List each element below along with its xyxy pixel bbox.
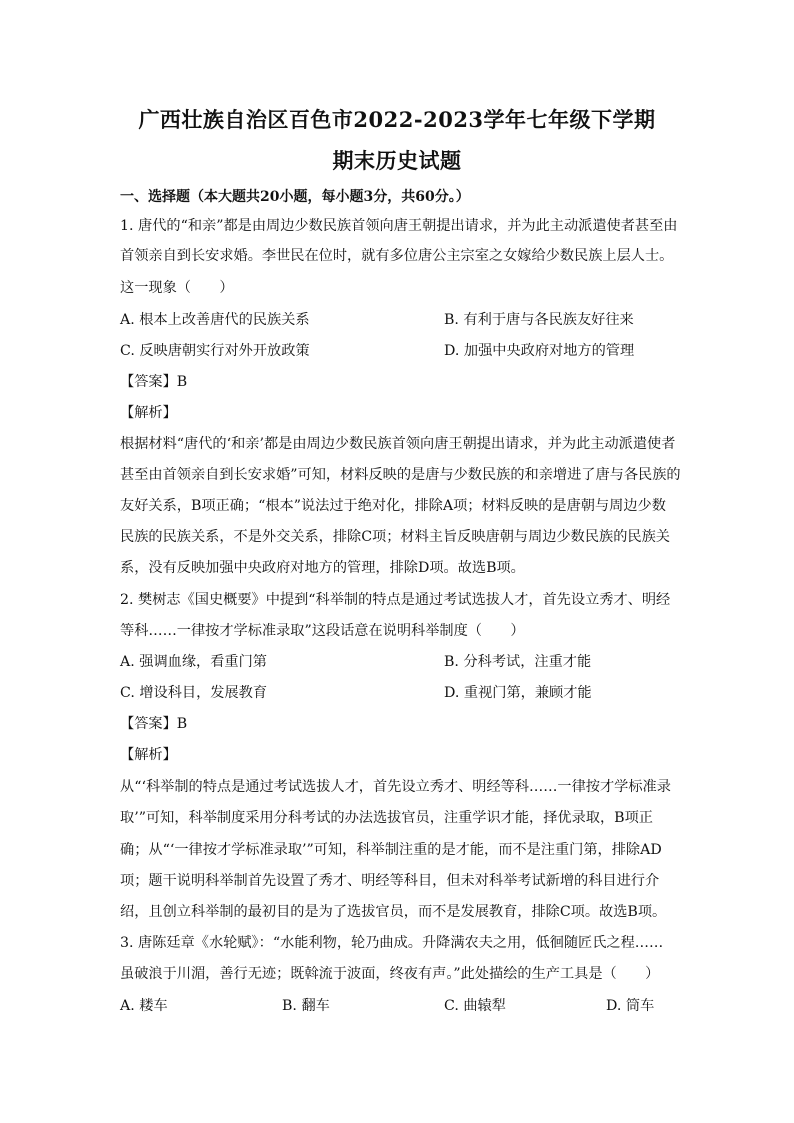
q2-analysis-line: 项；题干说明科举制首先设置了秀才、明经等科目，但未对科举考试新增的科目进行介 [120,873,660,889]
q1-analysis-label: 【解析】 [120,405,177,421]
q3-option-b: B. 翻车 [282,998,330,1014]
q1-analysis-line: 系，没有反映加强中央政府对地方的管理，排除D项。故选B项。 [120,560,525,576]
q3-option-a: A. 耧车 [120,998,168,1014]
q2-option-c: C. 增设科目，发展教育 [120,685,268,701]
q2-option-d: D. 重视门第，兼顾才能 [444,685,592,701]
q1-option-b: B. 有利于唐与各民族友好往来 [444,312,634,328]
q1-analysis-line: 友好关系，B项正确；“根本”说法过于绝对化，排除A项；材料反映的是唐朝与周边少数 [120,498,666,514]
q2-option-a: A. 强调血缘，看重门第 [120,654,267,670]
q1-stem-line: 首领亲自到长安求婚。李世民在位时，就有多位唐公主宗室之女嫁给少数民族上层人士。 [120,248,674,264]
q2-stem-line: 2. 樊树志《国史概要》中提到“科举制的特点是通过考试选拔人才，首先设立秀才、明经 [120,592,671,608]
exam-title-line2: 期末历史试题 [332,148,462,173]
q3-option-d: D. 筒车 [606,998,655,1014]
q1-analysis-line: 甚至由首领亲自到长安求婚”可知，材料反映的是唐与少数民族的和亲增进了唐与各民族的 [120,467,681,483]
q1-stem-line: 这一现象（ ） [120,280,234,296]
q3-stem-line: 3. 唐陈廷章《水轮赋》：“水能利物，轮乃曲成。升降满农夫之用，低徊随匠氏之程…… [120,935,664,951]
q2-answer: 【答案】B [120,716,188,732]
section-header: 一、选择题（本大题共20小题，每小题3分，共60分。） [120,189,470,205]
exam-title-line1: 广西壮族自治区百色市2022-2023学年七年级下学期 [138,107,656,132]
q2-analysis-line: 从“‘科举制的特点是通过考试选拔人才，首先设立秀才、明经等科……一律按才学标准录 [120,779,671,795]
q1-analysis-line: 根据材料“唐代的‘和亲’都是由周边少数民族首领向唐王朝提出请求，并为此主动派遣使者 [120,436,676,452]
q2-option-b: B. 分科考试，注重才能 [444,654,592,670]
q2-analysis-line: 绍，且创立科举制的最初目的是为了选拔官员，而不是发展教育，排除C项。故选B项。 [120,904,667,920]
q1-option-d: D. 加强中央政府对地方的管理 [444,343,635,359]
q1-option-a: A. 根本上改善唐代的民族关系 [120,312,310,328]
q2-analysis-line: 确；从“‘一律按才学标准录取’”可知，科举制注重的是才能，而不是注重门第，排除AD [120,842,662,858]
q3-stem-line: 虽破浪于川湄，善行无迹；既斡流于波面，终夜有声。”此处描绘的生产工具是（ ） [120,966,660,982]
q2-analysis-line: 取’”可知，科举制度采用分科考试的办法选拔官员，注重学识才能，择优录取，B项正 [120,810,653,826]
q1-stem-line: 1. 唐代的“和亲”都是由周边少数民族首领向唐王朝提出请求，并为此主动派遣使者甚至由 [120,218,678,234]
q1-analysis-line: 民族的民族关系，不是外交关系，排除C项；材料主旨反映唐朝与周边少数民族的民族关 [120,529,670,545]
q2-analysis-label: 【解析】 [120,747,177,763]
q2-stem-line: 等科……一律按才学标准录取”这段话意在说明科举制度（ ） [120,623,525,639]
q1-answer: 【答案】B [120,374,188,390]
q1-option-c: C. 反映唐朝实行对外开放政策 [120,343,310,359]
q3-option-c: C. 曲辕犁 [444,998,506,1014]
